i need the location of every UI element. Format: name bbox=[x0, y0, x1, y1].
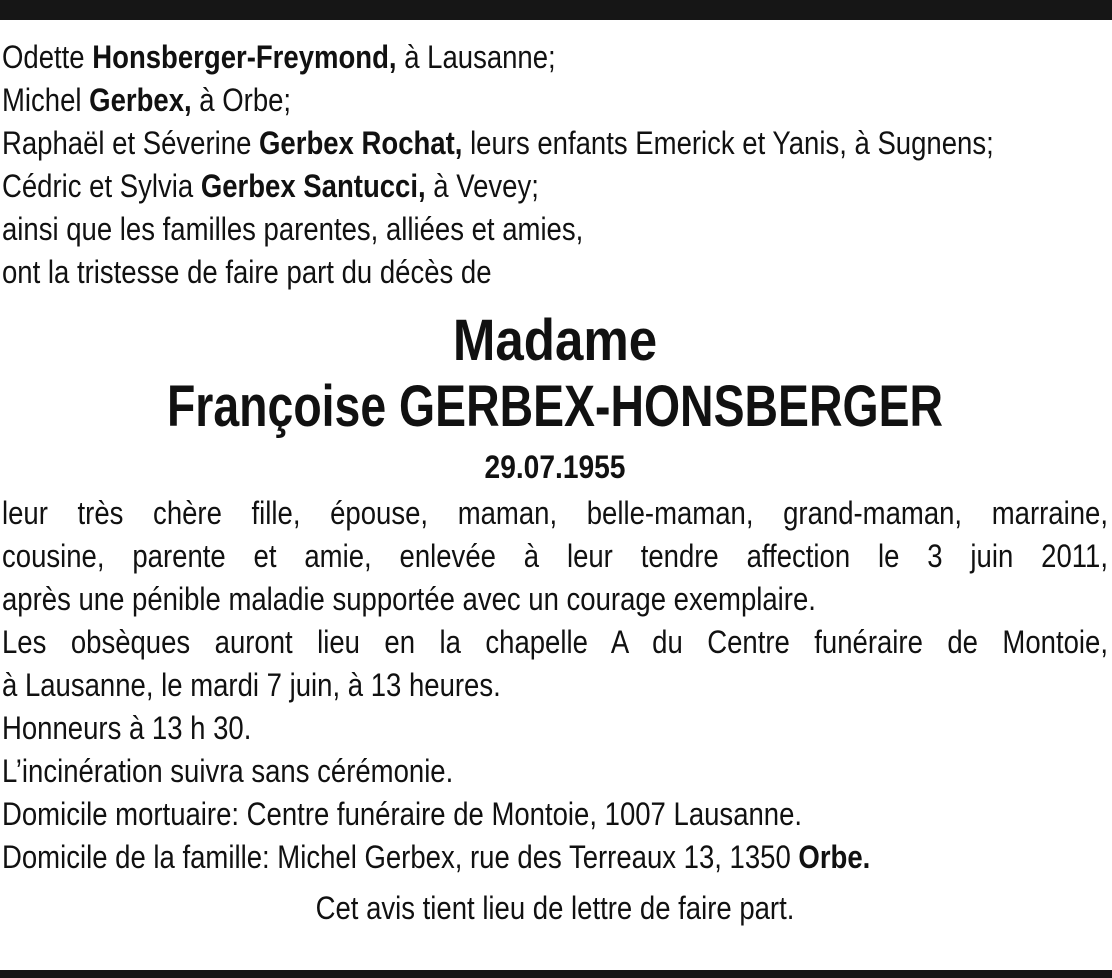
family-member-surname: Honsberger-Freymond, bbox=[92, 39, 397, 75]
body-line: L’incinération suivra sans cérémonie. bbox=[2, 753, 454, 789]
body-line: après une pénible maladie supportée avec un courage exemplaire. bbox=[2, 581, 816, 617]
intro-line: ainsi que les familles parentes, alliées et amies, bbox=[2, 211, 584, 247]
family-member-first-name: Raphaël et Séverine bbox=[2, 125, 260, 161]
family-line bbox=[2, 79, 953, 122]
family-address bbox=[2, 836, 953, 879]
family-member-location: leurs enfants Emerick et Yanis, à Sugnens; bbox=[462, 125, 994, 161]
body-line: à Lausanne, le mardi 7 juin, à 13 heures. bbox=[2, 667, 501, 703]
closing-note: Cet avis tient lieu de lettre de faire part. bbox=[315, 890, 795, 926]
body-line: cousine, parente et amie, enlevée à leur tendre affection le 3 juin 2011, bbox=[2, 538, 1108, 574]
bottom-rule bbox=[0, 970, 1112, 978]
family-member-surname: Gerbex, bbox=[89, 82, 192, 118]
family-member-surname: Gerbex Santucci, bbox=[200, 168, 426, 204]
family-member-location: à Vevey; bbox=[425, 168, 539, 204]
top-rule bbox=[0, 0, 1112, 20]
body-line: Domicile mortuaire: Centre funéraire de Montoie, 1007 Lausanne. bbox=[2, 796, 803, 832]
family-address-text: Domicile de la famille: Michel Gerbex, rue des Terreaux 13, 1350 bbox=[2, 839, 799, 875]
body-line: Honneurs à 13 h 30. bbox=[2, 710, 252, 746]
body-line: leur très chère fille, épouse, maman, belle-maman, grand-maman, marraine, bbox=[2, 495, 1108, 531]
deceased-name: Françoise GERBEX-HONSBERGER bbox=[166, 374, 944, 439]
birth-date: 29.07.1955 bbox=[484, 449, 626, 485]
family-member-location: à Orbe; bbox=[191, 82, 292, 118]
deceased-title: Madame bbox=[452, 308, 658, 373]
intro-line: ont la tristesse de faire part du décès de bbox=[2, 254, 492, 290]
family-member-surname: Gerbex Rochat, bbox=[259, 125, 463, 161]
body-line: Les obsèques auront lieu en la chapelle A du Centre funéraire de Montoie, bbox=[2, 624, 1108, 660]
obituary-notice bbox=[2, 36, 1108, 930]
family-member-location: à Lausanne; bbox=[396, 39, 556, 75]
family-line bbox=[2, 36, 953, 79]
family-line bbox=[2, 122, 994, 165]
family-address-town: Orbe. bbox=[798, 839, 871, 875]
family-line bbox=[2, 165, 953, 208]
family-member-first-name: Cédric et Sylvia bbox=[2, 168, 201, 204]
family-member-first-name: Odette bbox=[2, 39, 93, 75]
family-member-first-name: Michel bbox=[2, 82, 90, 118]
